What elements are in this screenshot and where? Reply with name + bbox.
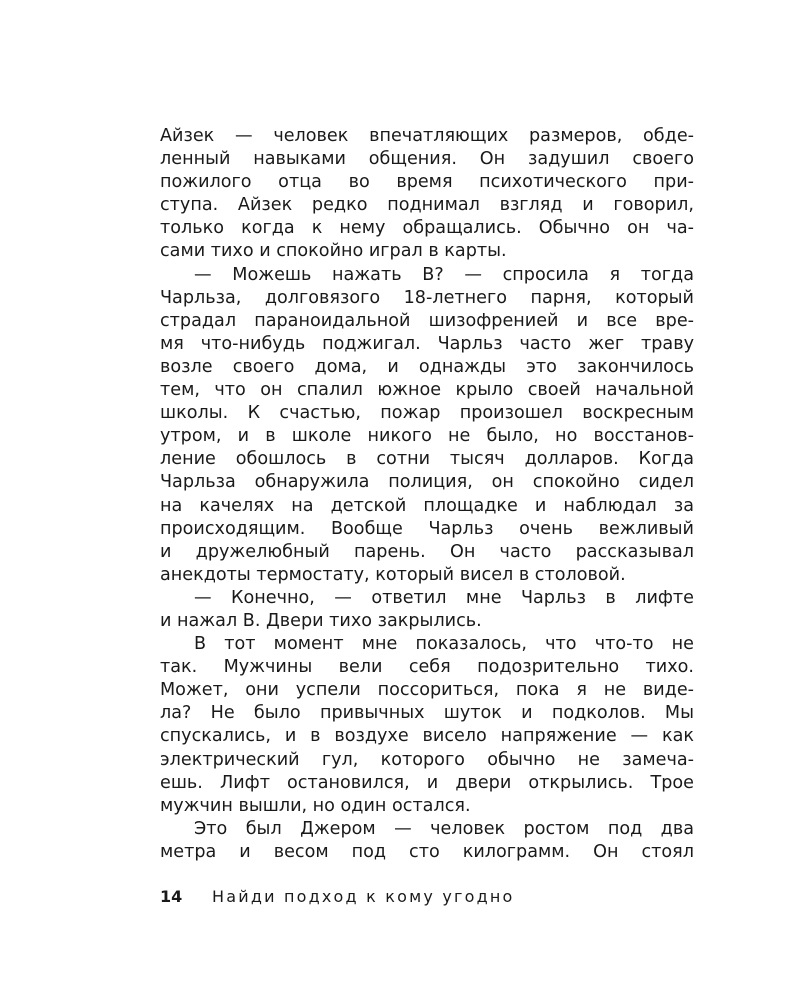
text-line: школы. К счастью, пожар произошел воскресным [160,403,694,424]
text-line: Чарльза обнаружила полиция, он спокойно сидел [160,472,694,493]
text-line: — Конечно, — ответил мне Чарльз в лифте [194,587,694,608]
text-line: ступа. Айзек редко поднимал взгляд и говорил, [160,195,694,216]
text-line: и нажал В. Двери тихо закрылись. [160,610,482,631]
text-line: — Можешь нажать В? — спросила я тогда [194,264,694,285]
text-line: электрический гул, которого обычно не замеча- [160,749,694,770]
text-line: тем, что он спалил южное крыло своей начальной [160,380,694,401]
body-text [160,125,694,864]
text-line: мужчин вышли, но один остался. [160,795,471,816]
text-line: возле своего дома, и однажды это закончилось [160,356,694,377]
text-line: Может, они успели поссориться, пока я не виде- [160,680,694,701]
text-line: метра и весом под сто килограмм. Он стоял [160,841,694,862]
text-line: В тот момент мне показалось, что что-то не [194,634,694,655]
page-number: 14 [160,887,183,906]
text-line: страдал параноидальной шизофренией и все вре- [160,310,694,331]
text-line: анекдоты термостату, который висел в столовой. [160,564,626,585]
running-title: Найди подход к кому угодно [212,887,515,906]
text-line: ла? Не было привычных шуток и подколов. Мы [160,703,694,724]
text-line: ление обошлось в сотни тысяч долларов. Когда [160,449,694,470]
text-line: так. Мужчины вели себя подозрительно тихо. [160,657,694,678]
text-line: ешь. Лифт остановился, и двери открылись. Трое [160,772,694,793]
text-line: и дружелюбный парень. Он часто рассказывал [160,541,694,562]
text-line: пожилого отца во время психотического при- [160,172,694,193]
text-line: Айзек — человек впечатляющих размеров, обде- [160,126,694,146]
text-line: Это был Джером — человек ростом под два [194,818,694,839]
text-line: мя что-нибудь поджигал. Чарльз часто жег траву [160,333,694,354]
text-line: утром, и в школе никого не было, но восстанов- [160,426,694,447]
text-line: сами тихо и спокойно играл в карты. [160,241,507,262]
text-line: ленный навыками общения. Он задушил своего [160,149,694,170]
text-line: спускались, и в воздухе висело напряжение — как [160,726,694,747]
text-line: происходящим. Вообще Чарльз очень вежливый [160,518,694,539]
text-line: только когда к нему обращались. Обычно он ча- [160,218,694,239]
text-line: Чарльза, долговязого 18-летнего парня, который [160,287,694,308]
page-footer [160,884,694,910]
text-line: на качелях на детской площадке и наблюдал за [160,495,694,516]
